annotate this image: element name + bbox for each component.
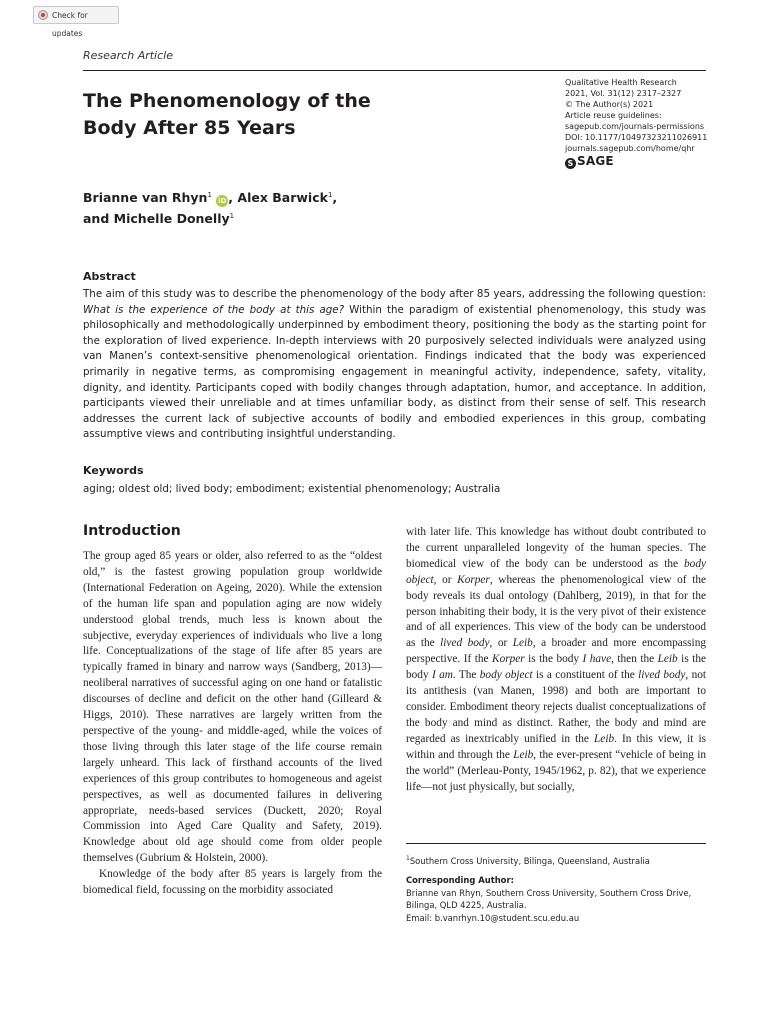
- affiliation-mark: 1: [327, 191, 333, 199]
- italic-term: lived body: [638, 669, 686, 682]
- orcid-icon[interactable]: iD: [218, 197, 227, 206]
- affiliation-text: Southern Cross University, Bilinga, Queensland, Australia: [409, 855, 650, 866]
- text-run: is the body: [406, 653, 706, 682]
- italic-term: Leib: [657, 653, 678, 666]
- keywords-heading: Keywords: [83, 464, 144, 477]
- abstract-body: Within the paradigm of existential phenomenology, this study was philosophically and methodologically underpinned by embodiment theory, positioning the body as the starting point for the exploration of lived experience. In-depth interviews with 20 purposively selected individuals were analyzed using van Manen’s context-sensitive phenomenological orientation. Findings indicated that the body was experienced primarily in negative terms, as compromising engagement in meaningful activity, independence, safety, vitality, dignity, and identity. Participants coped with bodily changes through adaptation, humor, and acceptance. In addition, participants viewed their unreliable and at times unfamiliar body, as distinct from their sense of self. This research addresses the current lack of subjective accounts of bodily and embodied experiences in this group, combating assumptive views and contributing insightful understanding.: [83, 303, 706, 441]
- text-run: is a constituent of the: [532, 669, 639, 682]
- copyright: © The Author(s) 2021: [565, 100, 654, 109]
- paragraph: [406, 525, 706, 795]
- affiliation-mark: 1: [229, 212, 235, 221]
- text-run: , whereas the phenomenological view of the body reveals its dual ontology (Dahlberg, 2019), in that for the person inhabiting their body, it is the very pivot of their existence and of all experiences. This view of the body can be understood as the: [406, 573, 707, 650]
- corresponding-address: Brianne van Rhyn, Southern Cross University, Southern Cross Drive,: [406, 887, 692, 898]
- affiliation-mark: 1: [207, 191, 212, 199]
- corresponding-author: [406, 874, 706, 924]
- text-run: , then the: [611, 653, 658, 666]
- section-heading-introduction: Introduction: [83, 523, 181, 539]
- sage-logo: [565, 156, 725, 169]
- text-run: is the body: [524, 653, 583, 666]
- reuse-guidelines: Article reuse guidelines:: [565, 111, 662, 120]
- left-column: [83, 549, 382, 899]
- right-column: [406, 525, 706, 795]
- header-rule: [83, 70, 706, 71]
- keywords-list: aging; oldest old; lived body; embodiment; existential phenomenology; Australia: [83, 483, 501, 495]
- paragraph: The group aged 85 years or older, also referred to as the “oldest old,” is the fastest growing population group worldwide (International Federation on Ageing, 2020). While the extension of the human life span and population aging are now widely understood global trends, much less is known about the subjective, everyday experiences of individuals who live a long life. Conceptualizations of the stage of life after 85 years are typically framed in binary and narrow ways (Sandberg, 2013)—neoliberal narratives of successful aging on one hand or fatalistic discourses of decline and deficit on the other hand (Gilleard & Higgs, 2010). These narratives are largely written from the perspective of the young- and middle-aged, while the voices of those living through this later stage of the life course remain largely unheard. This lack of firsthand accounts of the lived experiences of this group contributes to homogeneous and ageist perspectives, as well as documented failures in delivering appropriate, needs-based services (Duckett, 2020; Royal Commission into Aged Care Quality and Safety, 2019). Knowledge about old age should come from older people themselves (Gubrium & Holstein, 2000).: [83, 550, 382, 865]
- check-for-updates-label: Check for updates: [52, 11, 88, 38]
- italic-term: I am: [431, 669, 453, 682]
- author-connector: and: [83, 211, 110, 227]
- abstract-heading: Abstract: [83, 270, 136, 283]
- affiliation-footnote: [406, 853, 706, 867]
- journal-volume: 2021, Vol. 31(12) 2317–2327: [565, 89, 682, 98]
- footnote-rule: [406, 843, 706, 844]
- italic-term: body object: [406, 557, 706, 586]
- affiliation-mark: 1: [406, 855, 410, 862]
- text-run: . In this view, it is within and through the: [406, 732, 706, 761]
- update-check-icon: [38, 10, 48, 20]
- text-run: with later life. This knowledge has without doubt contributed to the current unparalleled longevity of the human species. The biomedical view of the body can be understood as the: [406, 526, 706, 570]
- abstract-text: [83, 287, 706, 443]
- italic-term: body object: [479, 669, 533, 682]
- italic-term: Korper: [457, 573, 490, 586]
- doi[interactable]: DOI: 10.1177/10497323211026911: [565, 133, 708, 142]
- journal-meta: [565, 77, 725, 169]
- text-run: , a broader and more encompassing perspective. If the: [406, 637, 706, 666]
- corresponding-address: Bilinga, QLD 4225, Australia.: [406, 900, 527, 910]
- research-question: What is the experience of the body at this age?: [83, 303, 345, 316]
- sage-logo-icon: S: [565, 158, 576, 169]
- italic-term: lived body: [440, 637, 490, 650]
- article-type: Research Article: [83, 49, 173, 62]
- paragraph: Knowledge of the body after 85 years is largely from the biomedical field, focussing on the morbidity associated: [83, 868, 382, 897]
- italic-term: Korper: [492, 653, 525, 666]
- italic-term: I have: [582, 653, 612, 666]
- text-run: . The: [452, 669, 480, 682]
- italic-term: Leib: [513, 748, 534, 761]
- author-list: Brianne van Rhyn$^1$ iD , Alex Barwick$^1$, and Michelle Donelly$^1$: [83, 190, 338, 227]
- italic-term: Leib: [594, 732, 615, 745]
- author-name[interactable]: Alex Barwick: [237, 190, 328, 206]
- corresponding-heading: Corresponding Author:: [406, 875, 514, 885]
- text-run: , or: [433, 573, 458, 586]
- italic-term: Leib: [512, 637, 533, 650]
- text-run: , not its antithesis (van Manen, 1998) and both are important to consider. Embodiment theory rejects dualist conceptualizations of the body and mind as distinct. Rather, the body and mind are regarded as inextricably unified in the: [406, 669, 706, 745]
- text-run: , or: [489, 637, 513, 650]
- check-for-updates-button[interactable]: [33, 6, 119, 38]
- article-title: The Phenomenology of the Body After 85 Years: [83, 90, 371, 139]
- abstract-lead: The aim of this study was to describe the phenomenology of the body after 85 years, addressing the following question:: [83, 288, 706, 300]
- corresponding-email[interactable]: Email: b.vanrhyn.10@student.scu.edu.au: [406, 912, 580, 923]
- publisher-name: SAGE: [577, 154, 614, 168]
- permissions-link[interactable]: sagepub.com/journals-permissions: [565, 122, 705, 131]
- author-name[interactable]: Michelle Donelly: [113, 211, 230, 227]
- journal-name: Qualitative Health Research: [565, 78, 677, 87]
- text-run: , the ever-present “vehicle of being in the world” (Merleau-Ponty, 1945/1962, p. 82), that we experience life—not just physically, but socially,: [406, 748, 706, 793]
- journal-home-link[interactable]: journals.sagepub.com/home/qhr: [565, 144, 695, 153]
- author-name[interactable]: Brianne van Rhyn: [83, 190, 208, 206]
